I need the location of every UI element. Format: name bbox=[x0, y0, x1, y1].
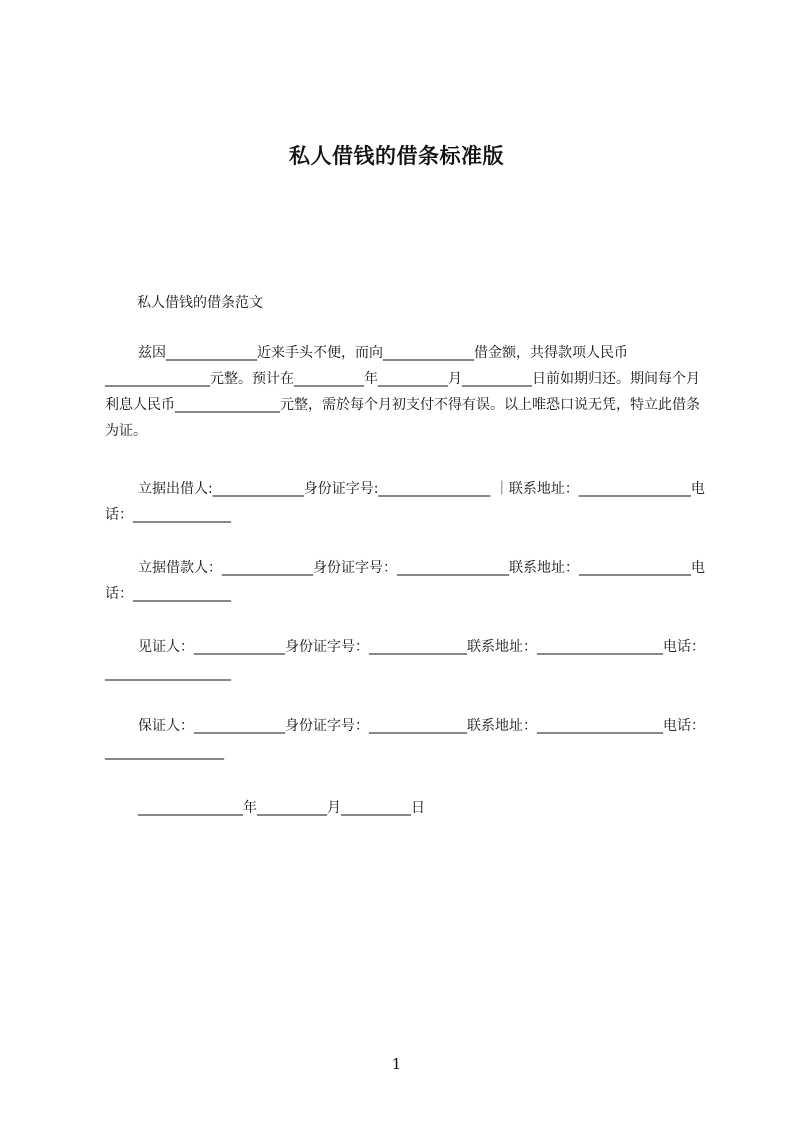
page-number: 1 bbox=[391, 1055, 402, 1073]
page-title: 私人借钱的借条标准版 bbox=[289, 144, 504, 168]
guarantor-info-paragraph: 保证人：_____________身份证字号：______________联系地址：__________________电话：_________________ bbox=[105, 718, 705, 760]
subtitle: 私人借钱的借条范文 bbox=[137, 295, 263, 311]
loan-body-paragraph: 兹因_____________近来手头不便，而向_____________借金额，共得款项人民币_______________元整。预计在__________年__________月__________日前如期归还。期间每个月利息人民币_______________元整，需於每个月初支付不得有误。以上唯恐口说无凭，特立此借条为证。 bbox=[105, 345, 700, 439]
lender-info-paragraph: 立据出借人:_____________身份证字号:________________ ｜联系地址：________________电话：______________ bbox=[105, 481, 705, 523]
borrower-info-paragraph: 立据借款人：_____________身份证字号：________________联系地址：________________电话：______________ bbox=[105, 560, 705, 602]
witness-info-paragraph: 见证人：_____________身份证字号：______________联系地址：__________________电话：__________________ bbox=[105, 639, 705, 681]
date-line: _______________年__________月__________日 bbox=[138, 800, 425, 816]
